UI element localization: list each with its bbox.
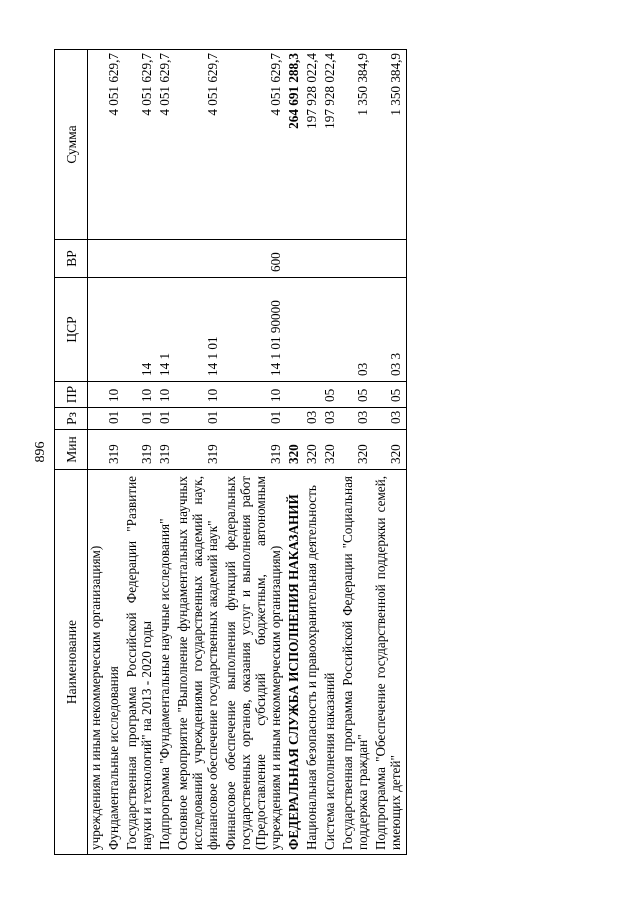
header-csr: ЦСР — [55, 278, 88, 382]
cell-vr — [88, 240, 107, 278]
cell-csr: 14 1 01 90000 — [223, 278, 286, 382]
cell-min: 320 — [322, 430, 340, 470]
cell-pr — [286, 382, 304, 408]
cell-pr: 10 — [223, 382, 286, 408]
cell-vr — [106, 240, 124, 278]
cell-vr — [373, 240, 407, 278]
table-row — [340, 50, 373, 855]
table-row — [304, 50, 322, 855]
cell-name: Национальная безопасность и правоохранительная деятельность — [304, 470, 322, 855]
cell-pr: 10 — [124, 382, 157, 408]
table-row — [322, 50, 340, 855]
cell-rz: 01 — [106, 408, 124, 430]
cell-pr: 05 — [322, 382, 340, 408]
cell-csr — [88, 278, 107, 382]
cell-name: Система исполнения наказаний — [322, 470, 340, 855]
cell-name: Государственная программа Российской Федерации "Развитие науки и технологий" на 2013 - 2020 годы — [124, 470, 157, 855]
cell-vr — [175, 240, 223, 278]
table-body — [88, 50, 407, 855]
table-row — [373, 50, 407, 855]
cell-csr: 14 1 — [157, 278, 175, 382]
table-row — [124, 50, 157, 855]
budget-sheet — [54, 50, 600, 855]
cell-rz: 01 — [175, 408, 223, 430]
table-row — [157, 50, 175, 855]
header-name: Наименование — [55, 470, 88, 855]
cell-pr — [304, 382, 322, 408]
cell-pr: 10 — [157, 382, 175, 408]
header-min: Мин — [55, 430, 88, 470]
header-sum: Сумма — [55, 50, 88, 240]
cell-name: Подпрограмма "Обеспечение государственной поддержки семей, имеющих детей" — [373, 470, 407, 855]
cell-min: 319 — [175, 430, 223, 470]
table-row — [223, 50, 286, 855]
cell-csr: 14 1 01 — [175, 278, 223, 382]
cell-csr — [106, 278, 124, 382]
cell-name: учреждениям и иным некоммерческим организациям) — [88, 470, 107, 855]
header-vr: ВР — [55, 240, 88, 278]
table-row — [175, 50, 223, 855]
cell-rz: 03 — [373, 408, 407, 430]
cell-name: Финансовое обеспечение выполнения функций федеральных государственных органов, оказания услуг и выполнения работ (Предоставление субсидий бюджетным, автономным учреждениям и иным некоммерческим организациям) — [223, 470, 286, 855]
cell-rz — [88, 408, 107, 430]
page-number: 896 — [33, 441, 48, 463]
cell-min: 319 — [106, 430, 124, 470]
cell-rz: 01 — [157, 408, 175, 430]
cell-rz: 01 — [124, 408, 157, 430]
cell-rz: 03 — [340, 408, 373, 430]
header-rz: Рз — [55, 408, 88, 430]
cell-sum: 4 051 629,7 — [106, 50, 124, 240]
header-pr: ПР — [55, 382, 88, 408]
cell-vr — [340, 240, 373, 278]
cell-sum: 4 051 629,7 — [157, 50, 175, 240]
cell-min: 319 — [124, 430, 157, 470]
cell-min: 319 — [157, 430, 175, 470]
cell-sum: 197 928 022,4 — [322, 50, 340, 240]
cell-min: 320 — [304, 430, 322, 470]
table-header-row — [55, 50, 88, 855]
cell-vr — [322, 240, 340, 278]
cell-name: ФЕДЕРАЛЬНАЯ СЛУЖБА ИСПОЛНЕНИЯ НАКАЗАНИЙ — [286, 470, 304, 855]
cell-min: 320 — [340, 430, 373, 470]
cell-min: 320 — [373, 430, 407, 470]
cell-csr: 14 — [124, 278, 157, 382]
cell-vr — [304, 240, 322, 278]
cell-sum: 4 051 629,7 — [124, 50, 157, 240]
cell-name: Фундаментальные исследования — [106, 470, 124, 855]
cell-pr — [88, 382, 107, 408]
cell-name: Государственная программа Российской Федерации "Социальная поддержка граждан" — [340, 470, 373, 855]
cell-sum: 1 350 384,9 — [340, 50, 373, 240]
table-row — [88, 50, 107, 855]
cell-sum: 264 691 288,3 — [286, 50, 304, 240]
cell-min — [88, 430, 107, 470]
cell-sum: 197 928 022,4 — [304, 50, 322, 240]
cell-name: Основное мероприятие "Выполнение фундаментальных научных исследований учреждениями государственных академий наук, финансовое обеспечение государственных академий наук" — [175, 470, 223, 855]
budget-table — [54, 49, 407, 855]
cell-min: 320 — [286, 430, 304, 470]
cell-sum: 4 051 629,7 — [175, 50, 223, 240]
cell-rz — [286, 408, 304, 430]
cell-csr: 03 3 — [373, 278, 407, 382]
cell-rz: 03 — [304, 408, 322, 430]
table-row — [106, 50, 124, 855]
table-row — [286, 50, 304, 855]
cell-pr: 05 — [340, 382, 373, 408]
cell-sum: 1 350 384,9 — [373, 50, 407, 240]
cell-sum: 4 051 629,7 — [223, 50, 286, 240]
cell-csr — [304, 278, 322, 382]
cell-rz: 01 — [223, 408, 286, 430]
cell-vr: 600 — [223, 240, 286, 278]
cell-vr — [124, 240, 157, 278]
cell-name: Подпрограмма "Фундаментальные научные исследования" — [157, 470, 175, 855]
cell-csr: 03 — [340, 278, 373, 382]
cell-vr — [286, 240, 304, 278]
cell-csr — [322, 278, 340, 382]
cell-sum — [88, 50, 107, 240]
cell-pr: 10 — [175, 382, 223, 408]
cell-pr: 10 — [106, 382, 124, 408]
cell-rz: 03 — [322, 408, 340, 430]
cell-pr: 05 — [373, 382, 407, 408]
cell-csr — [286, 278, 304, 382]
cell-vr — [157, 240, 175, 278]
cell-min: 319 — [223, 430, 286, 470]
